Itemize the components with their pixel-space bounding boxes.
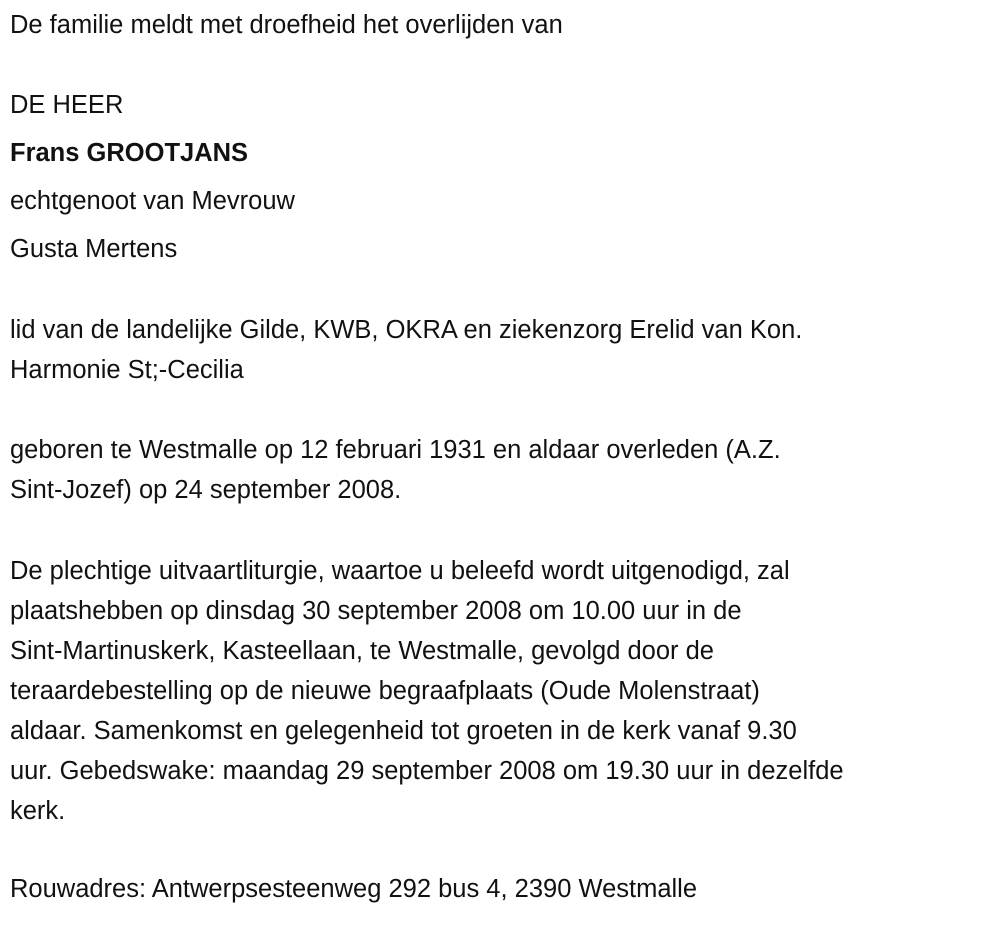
spouse-name: Gusta Mertens — [10, 235, 178, 263]
birth-death-line: geboren te Westmalle op 12 februari 1931 en aldaar overleden (A.Z. — [10, 436, 781, 464]
funeral-line: teraardebestelling op de nieuwe begraafplaats (Oude Molenstraat) — [10, 677, 760, 705]
funeral-line: kerk. — [10, 797, 66, 825]
title-text: DE HEER — [10, 91, 124, 119]
funeral-line: plaatshebben op dinsdag 30 september 2008 om 10.00 uur in de — [10, 597, 742, 625]
funeral-line: Sint-Martinuskerk, Kasteellaan, te Westmalle, gevolgd door de — [10, 637, 714, 665]
mourning-address: Rouwadres: Antwerpsesteenweg 292 bus 4, 2390 Westmalle — [10, 875, 698, 903]
deceased-name: Frans GROOTJANS — [10, 139, 249, 167]
membership-line: Harmonie St;-Cecilia — [10, 356, 244, 384]
birth-death-line: Sint-Jozef) op 24 september 2008. — [10, 476, 402, 504]
funeral-line: aldaar. Samenkomst en gelegenheid tot groeten in de kerk vanaf 9.30 — [10, 717, 797, 745]
membership-line: lid van de landelijke Gilde, KWB, OKRA en ziekenzorg Erelid van Kon. — [10, 316, 803, 344]
funeral-line: uur. Gebedswake: maandag 29 september 2008 om 19.30 uur in dezelfde — [10, 757, 844, 785]
funeral-line: De plechtige uitvaartliturgie, waartoe u beleefd wordt uitgenodigd, zal — [10, 557, 790, 585]
intro-text: De familie meldt met droefheid het overlijden van — [10, 11, 563, 39]
spouse-label: echtgenoot van Mevrouw — [10, 187, 295, 215]
